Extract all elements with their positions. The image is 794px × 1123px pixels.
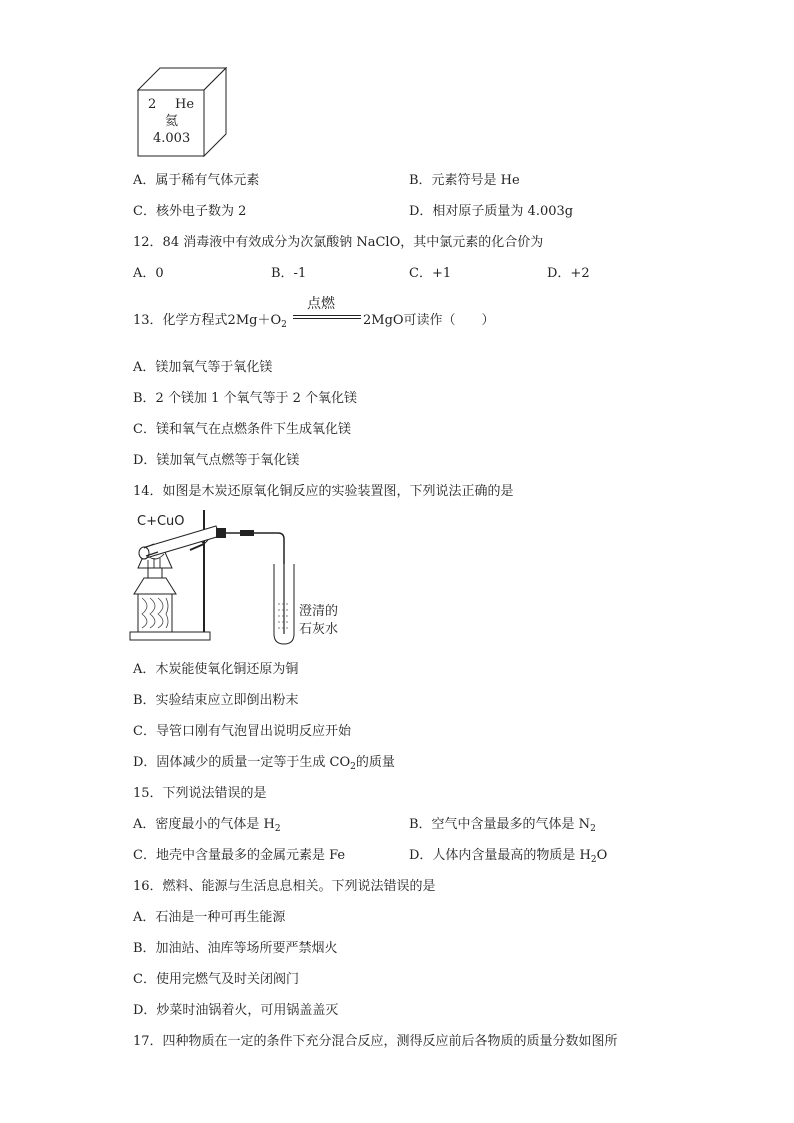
q13-rhs: 2MgO (362, 313, 404, 328)
element-name: 氦 (165, 114, 179, 129)
q14-option-d-end: 的质量 (355, 755, 395, 770)
q14-label-limewater-2: 石灰水 (299, 622, 339, 637)
q13-prefix: 13．化学方程式 (133, 313, 228, 328)
atomic-mass: 4.003 (153, 131, 191, 146)
q13-equals-line (293, 315, 361, 319)
q13-option-b[interactable]: B．2 个镁加 1 个氧气等于 2 个氧化镁 (133, 391, 358, 406)
q15-option-d-sub: 2 (590, 855, 597, 865)
q12-stem: 12．84 消毒液中有效成分为次氯酸钠 NaClO，其中氯元素的化合价为 (133, 235, 544, 250)
q15-option-a[interactable] (133, 816, 281, 834)
q12-option-b[interactable]: B．-1 (271, 266, 307, 281)
q13-option-a[interactable]: A．镁加氧气等于氧化镁 (133, 360, 273, 375)
q14-label-reactants: C+CuO (137, 514, 185, 529)
q15-option-c[interactable]: C．地壳中含量最多的金属元素是 Fe (133, 848, 346, 863)
q14-option-d[interactable] (133, 754, 395, 772)
atomic-number: 2 (148, 97, 157, 112)
q15-option-b-sub: 2 (590, 824, 596, 834)
q16-option-c[interactable]: C．使用完燃气及时关闭阀门 (133, 972, 299, 987)
q15-option-d[interactable] (409, 847, 607, 865)
q16-stem: 16．燃料、能源与生活息息相关。下列说法错误的是 (133, 879, 436, 894)
q11-option-c[interactable]: C．核外电子数为 2 (133, 204, 247, 219)
q13-suffix: 可读作（ ） (403, 313, 495, 328)
q14-option-d-text: D．固体减少的质量一定等于生成 CO (133, 755, 351, 770)
q14-option-d-sub: 2 (350, 762, 356, 772)
q11-option-d[interactable]: D．相对原子质量为 4.003g (409, 204, 574, 219)
q14-stem: 14．如图是木炭还原氧化铜反应的实验装置图，下列说法正确的是 (133, 484, 514, 499)
q14-option-c[interactable]: C．导管口刚有气泡冒出说明反应开始 (133, 724, 351, 739)
q15-option-d-end: O (596, 848, 608, 863)
q16-option-d[interactable]: D．炒菜时油锅着火，可用锅盖盖灭 (133, 1003, 339, 1018)
q17-stem: 17．四种物质在一定的条件下充分混合反应，测得反应前后各物质的质量分数如图所 (133, 1034, 618, 1049)
q16-option-a[interactable]: A．石油是一种可再生能源 (133, 910, 286, 925)
q13-option-d[interactable]: D．镁加氧气点燃等于氧化镁 (133, 453, 300, 468)
q13-stem (133, 296, 495, 330)
q11-option-b[interactable]: B．元素符号是 He (409, 173, 520, 188)
q16-option-b[interactable]: B．加油站、油库等场所要严禁烟火 (133, 941, 338, 956)
q13-arrow (291, 296, 363, 324)
q12-option-d[interactable]: D．+2 (547, 266, 590, 281)
q13-condition: 点燃 (306, 296, 335, 312)
q11-option-a[interactable]: A．属于稀有气体元素 (133, 173, 260, 188)
q14-option-a[interactable]: A．木炭能使氧化铜还原为铜 (133, 662, 299, 677)
q15-option-d-text: D．人体内含量最高的物质是 H (409, 848, 591, 863)
q15-option-a-sub: 2 (274, 824, 281, 834)
q12-option-c[interactable]: C．+1 (409, 266, 452, 281)
q15-option-b-text: B．空气中含量最多的气体是 N (409, 817, 591, 832)
q13-lhs-sub: 2 (281, 320, 287, 330)
q15-option-b[interactable] (409, 816, 596, 834)
q14-label-limewater-1: 澄清的 (299, 604, 339, 619)
q14-option-b[interactable]: B．实验结束应立即倒出粉末 (133, 693, 299, 708)
q12-option-a[interactable]: A．0 (133, 266, 164, 281)
element-symbol: He (175, 97, 195, 112)
q13-lhs: 2Mg＋O (227, 313, 282, 328)
q13-option-c[interactable]: C．镁和氧气在点燃条件下生成氧化镁 (133, 422, 351, 437)
q15-option-a-text: A．密度最小的气体是 H (133, 817, 275, 832)
q15-stem: 15．下列说法错误的是 (133, 786, 267, 801)
